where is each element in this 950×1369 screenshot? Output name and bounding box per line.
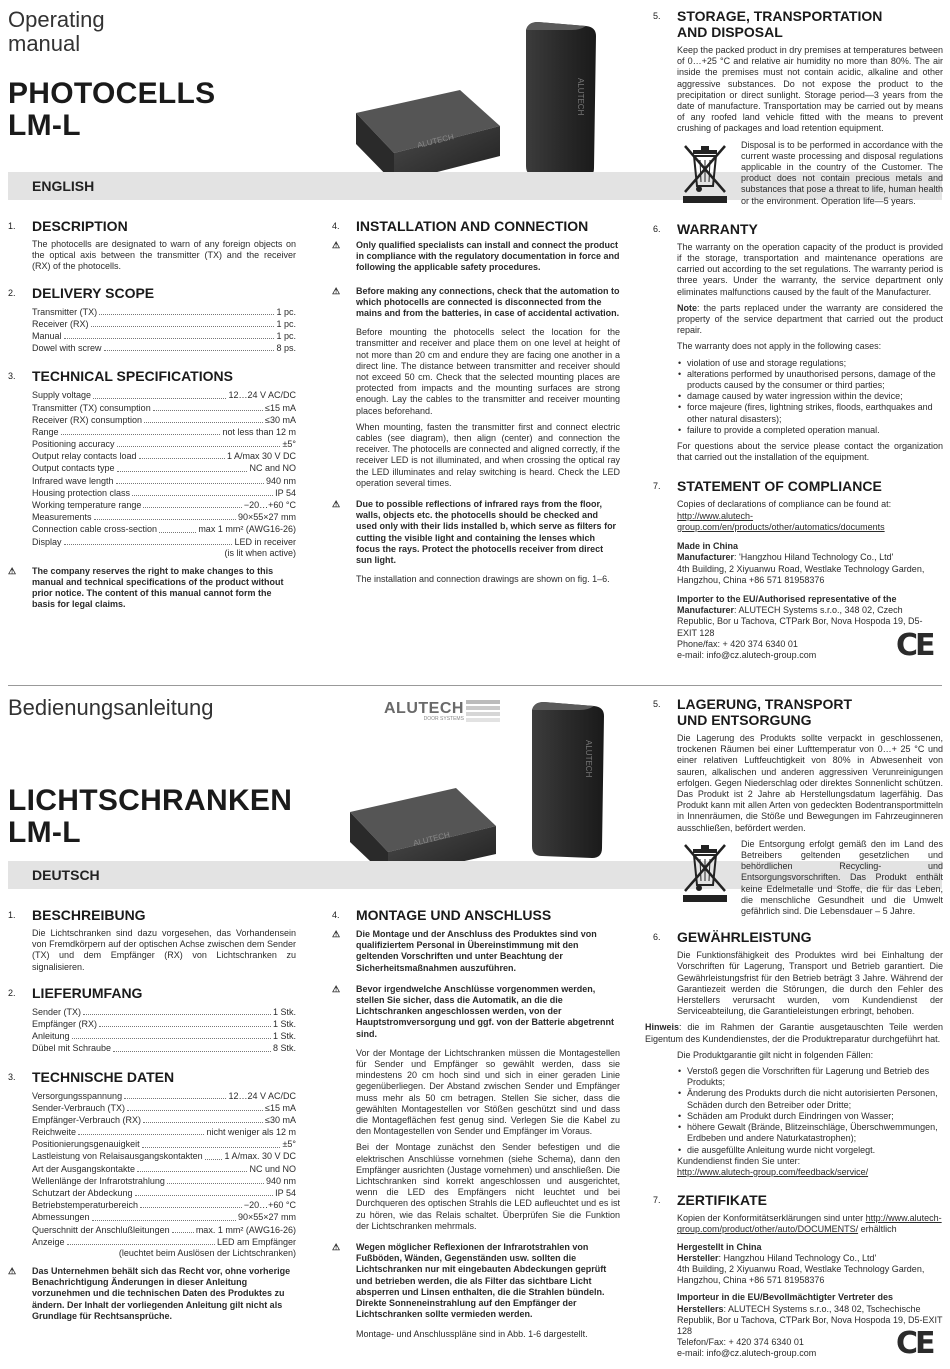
spec-label: Dowel with screw <box>32 343 102 354</box>
service-link-de[interactable]: http://www.alutech-group.com/feedback/service/ <box>677 1166 869 1177</box>
spec-value: 90×55×27 mm <box>237 1212 296 1223</box>
dot-leader <box>113 1051 271 1052</box>
dot-leader <box>135 1195 274 1196</box>
spec-row <box>32 1224 296 1236</box>
warranty-text-de-3: Kundendienst finden Sie unter: <box>677 1155 801 1166</box>
section-heading-en-5: 5. STORAGE, TRANSPORTATION AND DISPOSAL <box>653 8 883 40</box>
warning-triangle-icon: ⚠ <box>332 983 341 994</box>
brand-subtitle: DOOR SYSTEMS <box>423 716 464 722</box>
spec-row <box>32 1187 296 1199</box>
dot-leader <box>140 1207 242 1208</box>
spec-row <box>32 1175 296 1187</box>
doc-type-de: Bedienungsanleitung <box>8 695 214 720</box>
spec-label: Sender-Verbrauch (TX) <box>32 1102 126 1113</box>
ce-mark-de: CE <box>896 1326 933 1361</box>
spec-label: Range <box>32 426 59 437</box>
warning-de-1: ⚠ Das Unternehmen behält sich das Recht vor, ohne vorherige Benachrichtigung Änderungen in dieser Anleitung vorzunehmen und die technischen Daten des Produktes zu ändern. Der Inhalt der vorliegenden Anleitung gilt nicht als Grundlage für Rechtsansprüche. <box>8 1266 291 1321</box>
warranty-note-en: Note: the parts replaced under the warranty are considered the property of the service department that carried out the product repair. <box>677 302 943 336</box>
warning-en-4: ⚠ Due to possible reflections of infrared rays from the floor, walls, objects etc. the photocells should be checked and used only with their lids installed b, which serve as filters for cutting the visible light and containing the lenses which focus the rays. Protect the photocells receiver from direct sun light. <box>332 499 617 566</box>
dot-leader <box>94 519 236 520</box>
warning-triangle-icon: ⚠ <box>8 565 17 576</box>
warning-triangle-icon: ⚠ <box>332 285 341 296</box>
dot-leader <box>91 326 275 327</box>
spec-label: Positioning accuracy <box>32 439 115 450</box>
de-column-3 <box>645 696 943 1360</box>
spec-value: 12…24 V AC/DC <box>228 1090 296 1101</box>
warranty-text-en-2: The warranty does not apply in the following cases: <box>677 341 882 352</box>
section-heading-en-2: 2. DELIVERY SCOPE <box>8 284 155 301</box>
spec-value: 8 Stk. <box>272 1043 296 1054</box>
dot-leader <box>104 350 275 351</box>
spec-label: Output relay contacts load <box>32 451 137 462</box>
language-label-en: ENGLISH <box>32 178 95 194</box>
section-heading-de-5: 5. LAGERUNG, TRANSPORT UND ENTSORGUNG <box>653 696 852 728</box>
ce-mark-en: CE <box>896 628 933 663</box>
spec-row <box>32 1018 296 1030</box>
spec-label: Reichweite <box>32 1127 77 1138</box>
dot-leader <box>93 398 226 399</box>
device-brand-de-2: ALUTECH <box>584 740 593 778</box>
spec-label: Betriebstemperaturbereich <box>32 1200 139 1211</box>
install-text-de-3: Montage- und Anschlusspläne sind in Abb. 1-6 dargestellt. <box>356 1328 588 1339</box>
dot-leader <box>72 1038 271 1039</box>
spec-row <box>32 1102 296 1114</box>
spec-row <box>32 414 296 426</box>
spec-row <box>32 511 296 523</box>
spec-row <box>32 330 296 342</box>
product-title-en: PHOTOCELLS LM-L <box>8 77 216 142</box>
spec-value: −20…+60 °C <box>243 500 296 511</box>
importer-de: Importeur in die EU/Bevollmächtigter Vertreter des Herstellers: ALUTECH Systems s.r.o., 348 02, Tschechische Republik, Bor u Tachova, CTPark Bor, Nova Hospoda 19, D5-EXIT 128 <box>677 1292 943 1336</box>
spec-value: ≤15 mA <box>265 1102 296 1113</box>
spec-label: Anleitung <box>32 1031 70 1042</box>
spec-row <box>32 1042 296 1054</box>
section-heading-en-6: 6. WARRANTY <box>653 220 758 237</box>
language-label-de: DEUTSCH <box>32 867 100 883</box>
dot-leader <box>167 1183 264 1184</box>
address-de-1: 4th Building, 2 Xiyuanwu Road, Westlake Technology Garden, <box>677 1263 925 1274</box>
spec-label: Connection cable cross-section <box>32 524 158 535</box>
crossed-bin-icon <box>677 140 735 206</box>
spec-label: Anzeige <box>32 1236 65 1247</box>
dot-leader <box>117 446 281 447</box>
bullet-item: • höhere Gewalt (Brände, Blitzeinschläge, Überschwemmungen, Erdbeben und andere Naturkatastrophen); <box>687 1122 943 1144</box>
warranty-text-en-1: The warranty on the operation capacity of the product is provided if the storage, transportation and maintenance operations are carried out according to the set regulations. The warranty period is three years. Under the warranty, the service department only eliminates malfunctions caused by the fault of the Manufacturer. <box>677 241 943 297</box>
spec-label: Art der Ausgangskontakte <box>32 1163 136 1174</box>
bullet-item: • die ausgefüllte Anleitung wurde nicht vorgelegt. <box>687 1145 943 1156</box>
spec-row <box>32 402 296 414</box>
en-column-2 <box>332 218 620 590</box>
spec-value: LED in receiver <box>234 536 296 547</box>
dot-leader <box>64 338 275 339</box>
compliance-link-de[interactable]: http://www.alutech-group.com/product/other/auto/DOCUMENTS/ <box>677 1213 942 1235</box>
spec-row <box>32 523 296 535</box>
spec-value: ≤30 mA <box>265 414 296 425</box>
device-brand-de-1: ALUTECH <box>412 830 451 848</box>
section-heading-en-7: 7. STATEMENT OF COMPLIANCE <box>653 477 882 494</box>
spec-label: Versorgungsspannung <box>32 1090 123 1101</box>
dot-leader <box>139 458 225 459</box>
device-brand-en-2: ALUTECH <box>576 78 585 116</box>
product-photo-de <box>336 700 626 880</box>
spec-label: Transmitter (TX) <box>32 306 98 317</box>
compliance-text-de: Kopien der Konformitätserklärungen sind unter http://www.alutech-group.com/product/other/auto/DOCUMENTS/ erhältlich <box>677 1213 942 1235</box>
spec-value: nicht weniger als 12 m <box>206 1127 296 1138</box>
spec-label: Measurements <box>32 512 92 523</box>
dot-leader <box>144 422 263 423</box>
section-heading-en-3: 3. TECHNICAL SPECIFICATIONS <box>8 368 233 385</box>
spec-value: 90×55×27 mm <box>237 512 296 523</box>
warning-triangle-icon: ⚠ <box>332 929 341 939</box>
dot-leader <box>172 1232 194 1233</box>
product-title-de: LICHTSCHRANKEN LM-L <box>8 784 293 849</box>
spec-row <box>32 426 296 438</box>
bullet-item: • alterations performed by unauthorised persons, damage of the products caused by the consumer or third parties; <box>687 369 943 391</box>
half-divider <box>8 685 942 686</box>
section-heading-de-6: 6. GEWÄHRLEISTUNG <box>653 929 812 946</box>
spec-value: 1 Stk. <box>272 1031 296 1042</box>
warranty-text-de-2: Die Produktgarantie gilt nicht in folgenden Fällen: <box>677 1049 874 1060</box>
compliance-text-en: Copies of declarations of compliance can be found at: <box>677 498 892 509</box>
section-heading-de-1: 1. BESCHREIBUNG <box>8 907 146 923</box>
spec-value: ≤15 mA <box>265 402 296 413</box>
bullet-item: • Verstoß gegen die Vorschriften für Lagerung und Betrieb des Produkts; <box>687 1066 943 1088</box>
dot-leader <box>143 507 241 508</box>
spec-label: Housing protection class <box>32 487 131 498</box>
spec-label: Querschnitt der Anschlußleitungen <box>32 1224 170 1235</box>
spec-value: ±5° <box>282 439 296 450</box>
spec-value: 1 Stk. <box>272 1006 296 1017</box>
spec-label: Manual <box>32 330 62 341</box>
spec-row <box>32 438 296 450</box>
spec-label: Display <box>32 536 62 547</box>
dot-leader <box>159 532 196 533</box>
spec-row <box>32 1114 296 1126</box>
spec-label: Transmitter (TX) consumption <box>32 402 151 413</box>
dot-leader <box>99 1026 271 1027</box>
dot-leader <box>83 1014 271 1015</box>
delivery-list-en <box>32 306 296 355</box>
warranty-text-de-1: Die Funktionsfähigkeit des Produktes wird bei Einhaltung der Vorschriften für Lagerung, Transport und Betrieb garantiert. Die Gewährleistungsfrist für den Betrieb beträgt 3 Jahre. Während der Garantiezeit werden die Störungen, die durch den Fehler des Herstellers verursacht wurden, vom Kundendienst der Serviceabteilung, die Garantieleistungen erbringt, behoben. <box>677 950 943 1017</box>
bullet-item: • Änderung des Produkts durch die nicht autorisierten Personen, Schäden durch den Betreiber oder Dritte; <box>687 1088 943 1110</box>
spec-value: ±5° <box>282 1139 296 1150</box>
spec-value: IP 54 <box>275 1188 296 1199</box>
en-column-1 <box>8 218 296 619</box>
spec-label: Empfänger (RX) <box>32 1018 98 1029</box>
manufacturer-en: Manufacturer: 'Hangzhou Hiland Technology Co., Ltd' <box>677 552 894 563</box>
dot-leader <box>127 1110 263 1111</box>
display-note-en: (is lit when active) <box>224 547 296 558</box>
spec-row <box>32 1138 296 1150</box>
warning-en-1: ⚠ The company reserves the right to make changes to this manual and technical specifications of the product without prior notice. The content of this manual cannot form the basis for legal claims. <box>8 565 284 610</box>
made-in-de: Hergestellt in China <box>677 1241 762 1252</box>
doc-type-en: Operating manual <box>8 7 105 56</box>
warning-en-3: ⚠ Before making any connections, check that the automation to which photocells are connected is disconnected from the mains and from the batteries, in case of accidental activation. <box>332 285 620 319</box>
dot-leader <box>132 495 273 496</box>
dot-leader <box>143 1122 263 1123</box>
warning-triangle-icon: ⚠ <box>332 1242 341 1253</box>
spec-row <box>32 462 296 474</box>
spec-value: NC und NO <box>249 1163 296 1174</box>
spec-row <box>32 1126 296 1138</box>
install-text-de-1: Vor der Montage der Lichtschranken müssen die Montagestellen für Sender und Empfänger so gewählt werden, dass sie mindestens 20 cm hoch sind und sich in einer geraden Linie gegenüberliegen. Der Abstand zwischen Sender und Empfänger muss mehr als 50 cm betragen. Stellen Sie sicher, dass die gewählten Montagestellen vor Stößen geschützt sind und dass die Montageflächen fest genug sind. Verlegen Sie die Kabel zu den Montagestellen von Sender und Empfänger im Voraus. <box>356 1047 620 1137</box>
spec-row <box>32 306 296 318</box>
spec-label: Working temperature range <box>32 500 142 511</box>
bullet-item: • Schäden am Produkt durch Eindringen von Wasser; <box>687 1111 943 1122</box>
spec-row <box>32 487 296 499</box>
bullet-item: • damage caused by water ingression within the device; <box>687 391 943 402</box>
warning-triangle-icon: ⚠ <box>332 240 341 250</box>
spec-value: not less than 12 m <box>222 426 296 437</box>
spec-value: 8 ps. <box>276 343 296 354</box>
spec-value: IP 54 <box>275 487 296 498</box>
de-column-2 <box>332 907 620 1345</box>
warranty-text-en-3: For questions about the service please contact the organization that carried out the installation of the equipment. <box>677 441 943 463</box>
section-heading-de-2: 2. LIEFERUMFANG <box>8 984 143 1001</box>
spec-value: 1 Stk. <box>272 1018 296 1029</box>
spec-row <box>32 1151 296 1163</box>
spec-label: Lastleistung von Relaisausgangskontakten <box>32 1151 203 1162</box>
warranty-note-de: Hinweis: die im Rahmen der Garantie ausgetauschten Teile werden Eigentum des Kundendienstes, der die Produktreparatur durchgeführt hat. <box>645 1022 943 1044</box>
spec-label: Positionierungsgenauigkeit <box>32 1139 140 1150</box>
description-text-en: The photocells are designated to warn of any foreign objects on the optical axis between the transmitter (TX) and the receiver (RX) of the photocells. <box>32 239 296 272</box>
delivery-list-de <box>32 1006 296 1055</box>
spec-row <box>32 1163 296 1175</box>
specs-list-en <box>32 389 296 547</box>
bullet-item: • violation of use and storage regulations; <box>687 358 943 369</box>
dot-leader <box>61 434 221 435</box>
section-heading-de-7: 7. ZERTIFIKATE <box>653 1192 767 1209</box>
install-text-de-2: Bei der Montage zunächst den Sender befestigen und die elektrischen Anschlüsse vornehmen (siehe Schema), dann den Empfänger ausrichten (Justage vornehmen) und anschließen. Die Lichtschranken sind korrekt angeschlossen und ausgerichtet, wenn die LED des Empfängers nicht leuchtet und bei Durchqueren des optischen Strahls die LED aufleuchtet und es ist zu hören, wie das Relais schaltet. Überprüfen Sie die Funktion der Lichtschranken mehrmals. <box>356 1142 620 1231</box>
section-heading-en-4: 4. INSTALLATION AND CONNECTION <box>332 218 589 234</box>
spec-value: 1 pc. <box>276 306 296 317</box>
spec-value: 1 A/max 30 V DC <box>226 451 296 462</box>
spec-label: Schutzart der Abdeckung <box>32 1188 133 1199</box>
spec-row <box>32 389 296 401</box>
storage-text-de: Die Lagerung des Produkts sollte verpackt in geschlossenen, trockenen Räumen bei einer Lufttemperatur von 0…+ 25 °C und einer relativen Luftfeuchtigkeit von 80% in Abwesenheit von sauren, alkalischen und anderen aggressiven Verunreinigungen erfolgen. Gegen Niederschlag oder direktes Sonnenlicht schützen. Das Produkt ist 2 Jahre ab Herstellungsdatum lagerfähig. Das Produkt kann mit allen Arten von gedeckten Bodentransportmitteln in Innenräumen, die Stöße und Bewegungen im Fahrzeuginneren ausschließen, befördert werden. <box>677 733 943 833</box>
dot-leader <box>78 1134 204 1135</box>
importer-en: Importer to the EU/Authorised representative of the Manufacturer: ALUTECH Systems s.r.o., 348 02, Czech Republic, Bor u Tachova, CTPark Bor, Nova Hospoda 19, D5-EXIT 128 <box>677 593 923 638</box>
spec-value: 1 pc. <box>276 318 296 329</box>
install-text-en-2: When mounting, fasten the transmitter first and connect electric cables (see diagram), then align (center) and connection the receiver. The photocells are connected and aligned correctly, if the receiver LED is not illuminated, and when crossing the optical ray the LED illuminates and relay switching is heard. Check the LED operation several times. <box>356 421 620 488</box>
spec-row <box>32 342 296 354</box>
disposal-text-en: Disposal is to be performed in accordance with the current waste processing and disposal regulations applicable in the country of the Customer. The product does not contain precious metals and substances that pose a threat to life, human health or the environment. Operation life—5 years. <box>741 139 943 206</box>
spec-label: Receiver (RX) <box>32 318 89 329</box>
dot-leader <box>142 1147 281 1148</box>
spec-label: Supply voltage <box>32 390 92 401</box>
spec-value: NC and NO <box>249 463 296 474</box>
section-heading-en-1: 1. DESCRIPTION <box>8 218 128 234</box>
spec-value: LED am Empfänger <box>216 1236 296 1247</box>
spec-label: Dübel mit Schraube <box>32 1043 112 1054</box>
section-heading-de-4: 4. MONTAGE UND ANSCHLUSS <box>332 907 552 923</box>
brand-name: ALUTECH <box>384 700 464 717</box>
spec-label: Wellenlänge der Infrarotstrahlung <box>32 1175 165 1186</box>
spec-label: Output contacts type <box>32 463 115 474</box>
warning-de-2: ⚠ Die Montage und der Anschluss des Produktes sind von qualifiziertem Personal in Übereinstimmung mit den geltenden Vorschriften und unter Beachtung der Sicherheitsmaßnahmen auszuführen. <box>332 929 597 973</box>
dot-leader <box>64 544 233 545</box>
disposal-text-de: Die Entsorgung erfolgt gemäß den im Land des Betreibers geltenden gesetzlichen und behördlichen Recycling- und Entsorgungsvorschriften. Das Produkt enthält keine Edelmetalle und Stoffe, die für das Leben, die menschliche Gesundheit und die Umwelt gefährlich sind. Die Lebensdauer – 5 Jahre. <box>741 838 943 917</box>
spec-label: Sender (TX) <box>32 1006 82 1017</box>
warning-de-4: ⚠ Wegen möglicher Reflexionen der Infrarotstrahlen von Fußböden, Wänden, Gegenständen usw. sollten die Lichtschranken nur mit eingebauten Abdeckungen geprüft und betrieben werden, die als Filter das sichtbare Licht absperren und Linsen enthalten, die die Strahlen bündeln. Direkte Sonneneinstrahlung auf den Empfänger der Lichtschranken sollte vermieden werden. <box>332 1242 607 1320</box>
warning-triangle-icon: ⚠ <box>332 499 341 510</box>
dot-leader <box>92 1220 236 1221</box>
specs-list-de <box>32 1090 296 1248</box>
spec-row <box>32 450 296 462</box>
spec-value: 1 pc. <box>276 330 296 341</box>
spec-row <box>32 1006 296 1018</box>
de-column-1 <box>8 907 296 1330</box>
warning-en-2: ⚠ Only qualified specialists can install and connect the product in compliance with the regulatory documentation in force and following the applicable safety procedures. <box>332 240 620 273</box>
phone-de: Telefon/Fax: + 420 374 6340 01 <box>677 1337 804 1348</box>
dot-leader <box>124 1098 226 1099</box>
dot-leader <box>205 1159 223 1160</box>
spec-label: Empfänger-Verbrauch (RX) <box>32 1114 142 1125</box>
spec-row <box>32 1236 296 1248</box>
spec-value: max. 1 mm² (AWG16-26) <box>195 1224 296 1235</box>
bullet-item: • force majeure (fires, lightning strikes, floods, earthquakes and other natural disasters); <box>687 402 943 424</box>
dot-leader <box>116 483 264 484</box>
spec-label: Abmessungen <box>32 1212 90 1223</box>
spec-label: Receiver (RX) consumption <box>32 414 143 425</box>
spec-row <box>32 536 296 548</box>
warning-triangle-icon: ⚠ <box>8 1266 17 1276</box>
en-column-3 <box>653 8 943 661</box>
spec-label: Infrared wave length <box>32 475 114 486</box>
manufacturer-de: Hersteller: Hangzhou Hiland Technology Co., Ltd' <box>677 1252 877 1263</box>
made-in-en: Made in China <box>677 541 739 552</box>
spec-value: 940 nm <box>265 475 296 486</box>
spec-value: −20…+60 °C <box>243 1200 296 1211</box>
spec-row <box>32 475 296 487</box>
email-en: e-mail: info@cz.alutech-group.com <box>677 649 817 660</box>
dot-leader <box>153 410 263 411</box>
spec-row <box>32 1030 296 1042</box>
compliance-link-en[interactable]: http://www.alutech-group.com/en/products/other/automatics/documents <box>677 510 885 532</box>
warning-de-3: ⚠ Bevor irgendwelche Anschlüsse vorgenommen werden, stellen Sie sicher, dass die Automatik, an die die Lichtschranken angeschlossen werden, von der Hauptstromversorgung und ggf. von der Batterie abgetrennt sind. <box>332 983 615 1039</box>
install-text-en-3: The installation and connection drawings are shown on fig. 1–6. <box>356 574 610 585</box>
product-photo-en <box>350 18 620 198</box>
spec-row <box>32 1090 296 1102</box>
dot-leader <box>67 1244 215 1245</box>
spec-row <box>32 318 296 330</box>
warranty-exclusions-de <box>677 1066 943 1156</box>
warranty-exclusions-en <box>677 358 943 436</box>
spec-row <box>32 1211 296 1223</box>
device-brand-en-1: ALUTECH <box>416 132 455 150</box>
crossed-bin-icon <box>677 839 735 905</box>
spec-row <box>32 499 296 511</box>
dot-leader <box>99 314 274 315</box>
address-en-1: 4th Building, 2 Xiyuanwu Road, Westlake Technology Garden, <box>677 563 925 574</box>
spec-value: ≤30 mA <box>265 1114 296 1125</box>
bullet-item: • failure to provide a completed operation manual. <box>687 425 943 436</box>
spec-value: 940 nm <box>265 1175 296 1186</box>
phone-en: Phone/fax: + 420 374 6340 01 <box>677 638 798 649</box>
install-text-en-1: Before mounting the photocells select the location for the transmitter and receiver and place them on one level at height of not more than 20 cm and endure they are facing one another in a direct line. The distance between transmitter and receiver should not exceed 50 cm. Check that the selected mounting places are protected from impacts and the mounting surfaces are strong enough. Lay the cables to the transmitter and receiver mounting places beforehand. <box>356 327 620 416</box>
dot-leader <box>117 471 248 472</box>
spec-value: max 1 mm² (AWG16-26) <box>198 524 296 535</box>
spec-value: 1 A/max. 30 V DC <box>224 1151 296 1162</box>
section-heading-de-3: 3. TECHNISCHE DATEN <box>8 1068 175 1085</box>
address-de-2: Hangzhou, China +86 571 81958376 <box>677 1275 825 1286</box>
email-de: e-mail: info@cz.alutech-group.com <box>677 1348 817 1359</box>
storage-text-en: Keep the packed product in dry premises at temperatures between of 0…+25 °C and relative air humidity no more than 80%. The air inside the premises must not contain acidic, alkaline and other aggressive substances. Do not expose the product to the precipitation or direct sunlight. Storage period—3 years from the date of manufacture. Transportation may be carried out by means of any roofed land vehicle fitted with the means to prevent crushing of packages and load retention equipment. <box>677 45 943 134</box>
spec-row <box>32 1199 296 1211</box>
display-note-de: (leuchtet beim Auslösen der Lichtschranken) <box>118 1248 296 1258</box>
address-en-2: Hangzhou, China +86 571 81958376 <box>677 574 825 585</box>
spec-value: 12…24 V AC/DC <box>228 390 296 401</box>
description-text-de: Die Lichtschranken sind dazu vorgesehen, das Vorhandensein von Fremdkörpern auf der optischen Achse zwischen dem Sender (TX) und dem Empfänger (RX) von Lichtschranken zu signalisieren. <box>32 928 296 972</box>
dot-leader <box>137 1171 247 1172</box>
